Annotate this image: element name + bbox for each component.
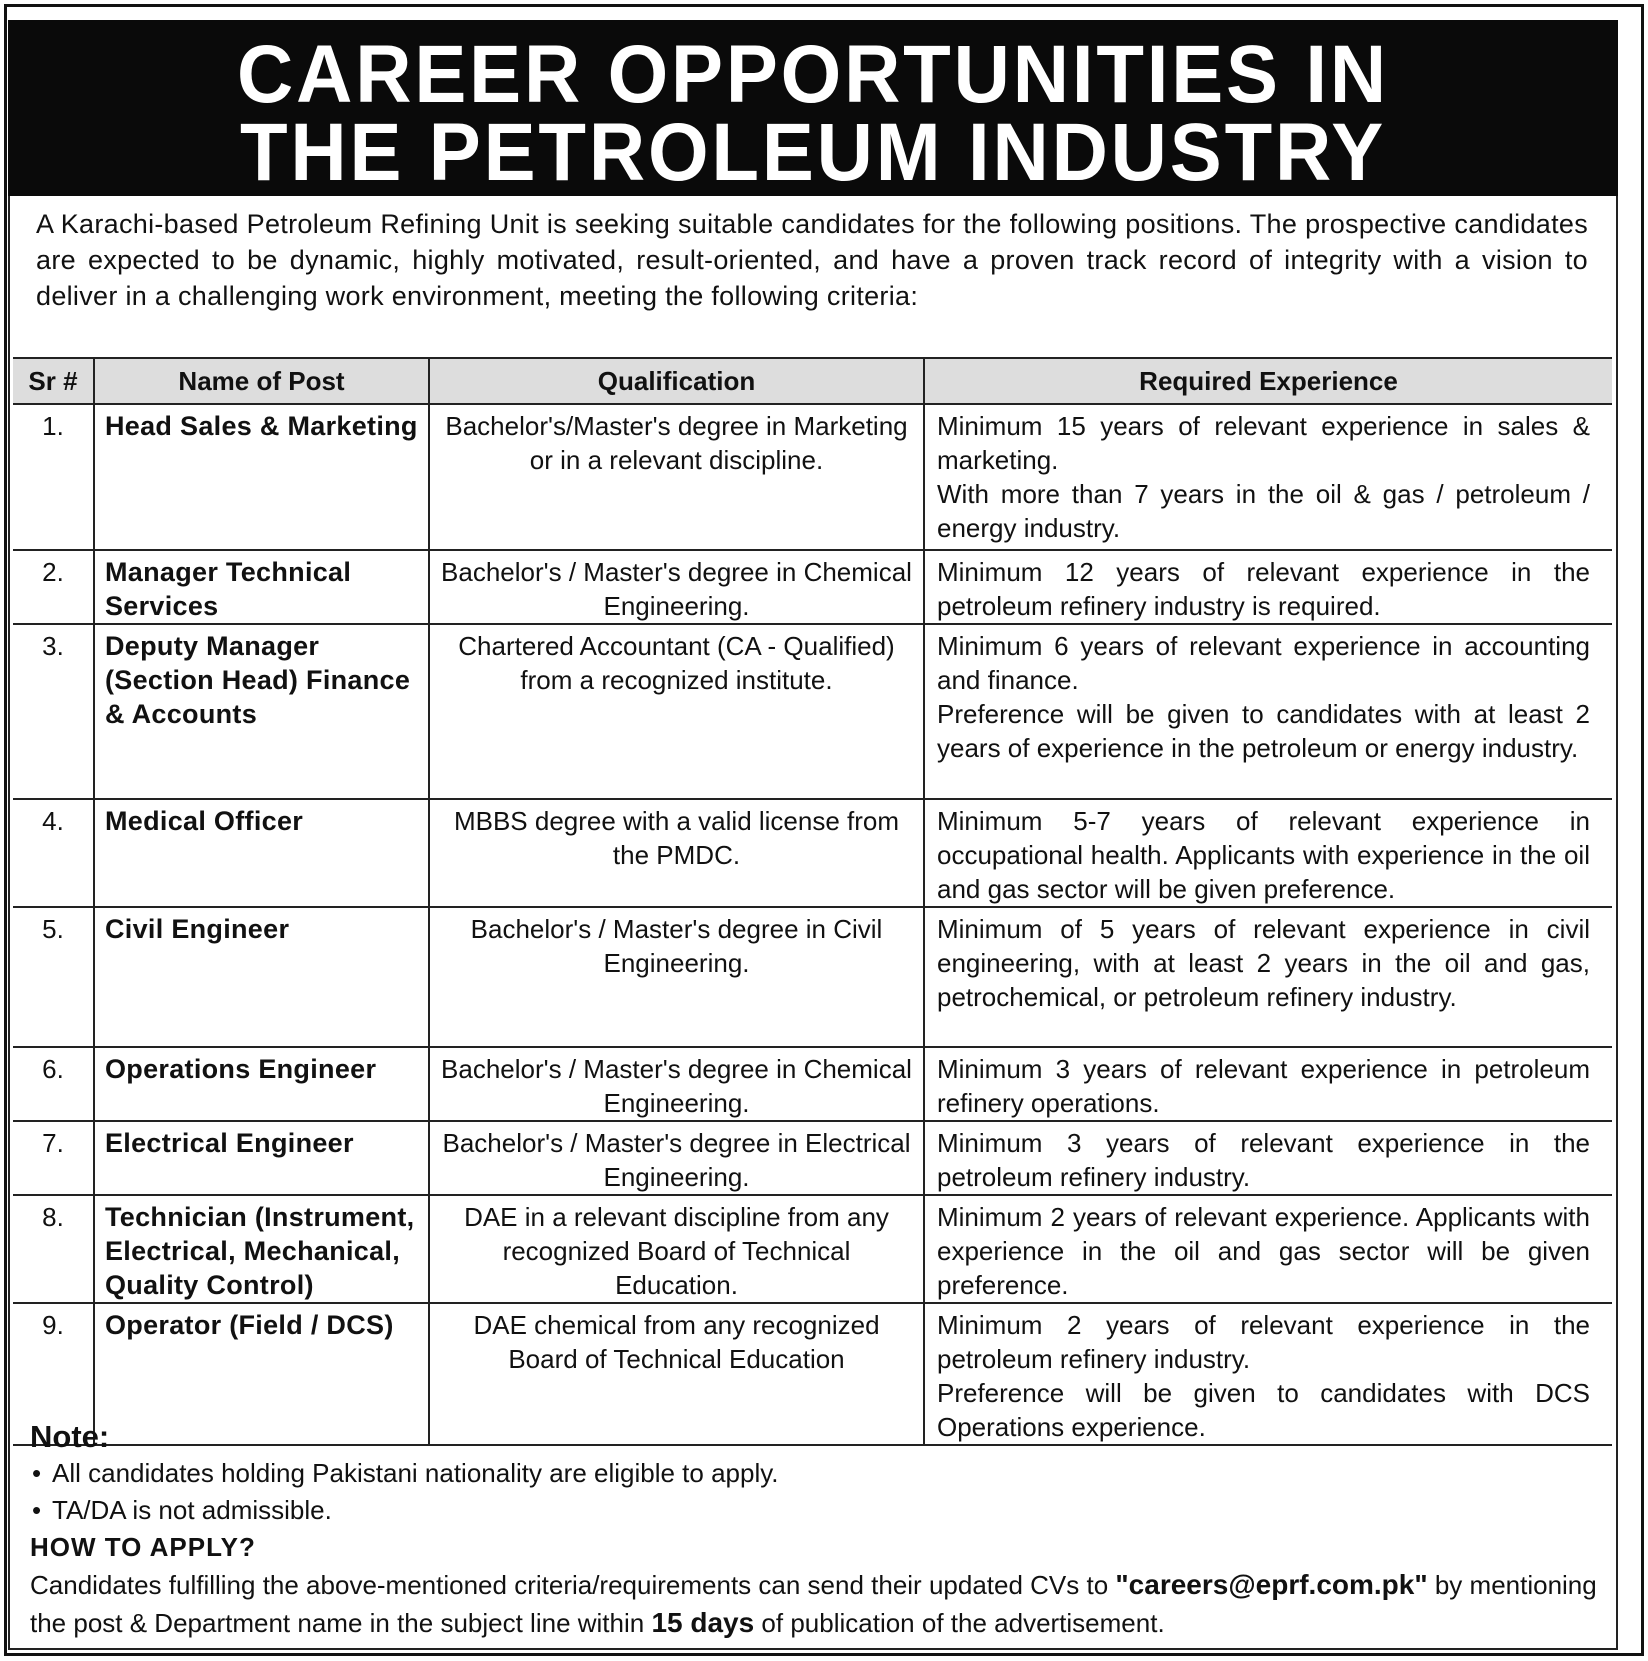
row-sr: 2.	[13, 550, 94, 624]
col-sr: Sr #	[13, 358, 94, 404]
row-sr: 4.	[13, 799, 94, 907]
row-experience	[924, 624, 1612, 799]
experience-line: Minimum 3 years of relevant experience in petroleum refinery operations.	[937, 1054, 1590, 1118]
experience-line: Minimum 2 years of relevant experience. Applicants with experience in the oil and gas sector will be given preference.	[937, 1202, 1590, 1300]
row-qualification: Chartered Accountant (CA - Qualified) from a recognized institute.	[429, 624, 924, 799]
row-experience	[924, 1195, 1612, 1303]
row-post: Medical Officer	[94, 799, 429, 907]
row-sr: 7.	[13, 1121, 94, 1195]
experience-line: Preference will be given to candidates with at least 2 years of experience in the petroleum or energy industry.	[937, 699, 1590, 763]
row-qualification: Bachelor's / Master's degree in Civil Engineering.	[429, 907, 924, 1047]
row-qualification: Bachelor's / Master's degree in Electrical Engineering.	[429, 1121, 924, 1195]
experience-line: Minimum 3 years of relevant experience in the petroleum refinery industry.	[937, 1128, 1590, 1192]
how-to-apply-text	[30, 1566, 1600, 1642]
apply-email[interactable]: "careers@eprf.com.pk"	[1115, 1569, 1428, 1600]
positions-table	[13, 357, 1612, 1446]
experience-line: Minimum 6 years of relevant experience in accounting and finance.	[937, 631, 1590, 695]
apply-deadline: 15 days	[651, 1607, 755, 1638]
row-sr: 5.	[13, 907, 94, 1047]
row-post: Operator (Field / DCS)	[94, 1303, 429, 1445]
row-post: Electrical Engineer	[94, 1121, 429, 1195]
experience-line: Minimum 15 years of relevant experience in sales & marketing.	[937, 411, 1590, 475]
ad-header	[8, 20, 1618, 196]
intro-paragraph: A Karachi-based Petroleum Refining Unit is seeking suitable candidates for the following positions. The prospective candidates are expected to be dynamic, highly motivated, result-oriented, and have a proven track record of integrity with a vision to deliver in a challenging work environment, meeting the following criteria:	[36, 209, 1588, 311]
row-post: Head Sales & Marketing	[94, 404, 429, 550]
header-line-1: CAREER OPPORTUNITIES IN	[237, 29, 1389, 120]
row-qualification: Bachelor's/Master's degree in Marketing or in a relevant discipline.	[429, 404, 924, 550]
col-experience: Required Experience	[924, 358, 1612, 404]
experience-line: Minimum of 5 years of relevant experience in civil engineering, with at least 2 years in the oil and gas, petrochemical, or petroleum refinery industry.	[937, 914, 1590, 1012]
note-item: • TA/DA is not admissible.	[30, 1492, 1600, 1529]
row-experience	[924, 1121, 1612, 1195]
apply-text: of publication of the advertisement.	[754, 1608, 1165, 1638]
experience-line: Minimum 5-7 years of relevant experience in occupational health. Applicants with experience in the oil and gas sector will be given preference.	[937, 806, 1590, 904]
row-post: Civil Engineer	[94, 907, 429, 1047]
row-qualification: MBBS degree with a valid license from the PMDC.	[429, 799, 924, 907]
apply-text: by mentioning the post & Department name in the subject line within	[30, 1570, 1597, 1638]
row-experience	[924, 1047, 1612, 1121]
note-item: • All candidates holding Pakistani nationality are eligible to apply.	[30, 1455, 1600, 1492]
row-sr: 8.	[13, 1195, 94, 1303]
col-post: Name of Post	[94, 358, 429, 404]
table-row	[13, 907, 1612, 1047]
row-post: Manager Technical Services	[94, 550, 429, 624]
row-post: Deputy Manager (Section Head) Finance & Accounts	[94, 624, 429, 799]
row-experience	[924, 404, 1612, 550]
row-qualification: DAE chemical from any recognized Board of Technical Education	[429, 1303, 924, 1445]
row-post: Technician (Instrument, Electrical, Mechanical, Quality Control)	[94, 1195, 429, 1303]
experience-line: Minimum 12 years of relevant experience in the petroleum refinery industry is required.	[937, 557, 1590, 621]
row-sr: 1.	[13, 404, 94, 550]
col-qualification: Qualification	[429, 358, 924, 404]
apply-text: Candidates fulfilling the above-mentioned criteria/requirements can send their updated CVs to	[30, 1570, 1116, 1600]
row-qualification: Bachelor's / Master's degree in Chemical Engineering.	[429, 1047, 924, 1121]
row-experience	[924, 907, 1612, 1047]
table-row	[13, 799, 1612, 907]
experience-line: Preference will be given to candidates with DCS Operations experience.	[937, 1378, 1590, 1442]
table-row	[13, 1047, 1612, 1121]
row-sr: 9.	[13, 1303, 94, 1445]
table-row	[13, 1195, 1612, 1303]
notes-section	[30, 1418, 1600, 1642]
table-header-row	[13, 358, 1612, 404]
row-qualification: DAE in a relevant discipline from any recognized Board of Technical Education.	[429, 1195, 924, 1303]
header-line-2: THE PETROLEUM INDUSTRY	[239, 107, 1387, 198]
table-row	[13, 404, 1612, 550]
row-sr: 6.	[13, 1047, 94, 1121]
how-to-apply-title: HOW TO APPLY?	[30, 1532, 256, 1562]
experience-line: Minimum 2 years of relevant experience in the petroleum refinery industry.	[937, 1310, 1590, 1374]
experience-line: With more than 7 years in the oil & gas / petroleum / energy industry.	[937, 479, 1590, 543]
note-title: Note:	[30, 1419, 110, 1454]
table-row	[13, 550, 1612, 624]
table-row	[13, 1121, 1612, 1195]
row-experience	[924, 799, 1612, 907]
row-post: Operations Engineer	[94, 1047, 429, 1121]
row-sr: 3.	[13, 624, 94, 799]
row-qualification: Bachelor's / Master's degree in Chemical Engineering.	[429, 550, 924, 624]
row-experience	[924, 550, 1612, 624]
table-row	[13, 624, 1612, 799]
